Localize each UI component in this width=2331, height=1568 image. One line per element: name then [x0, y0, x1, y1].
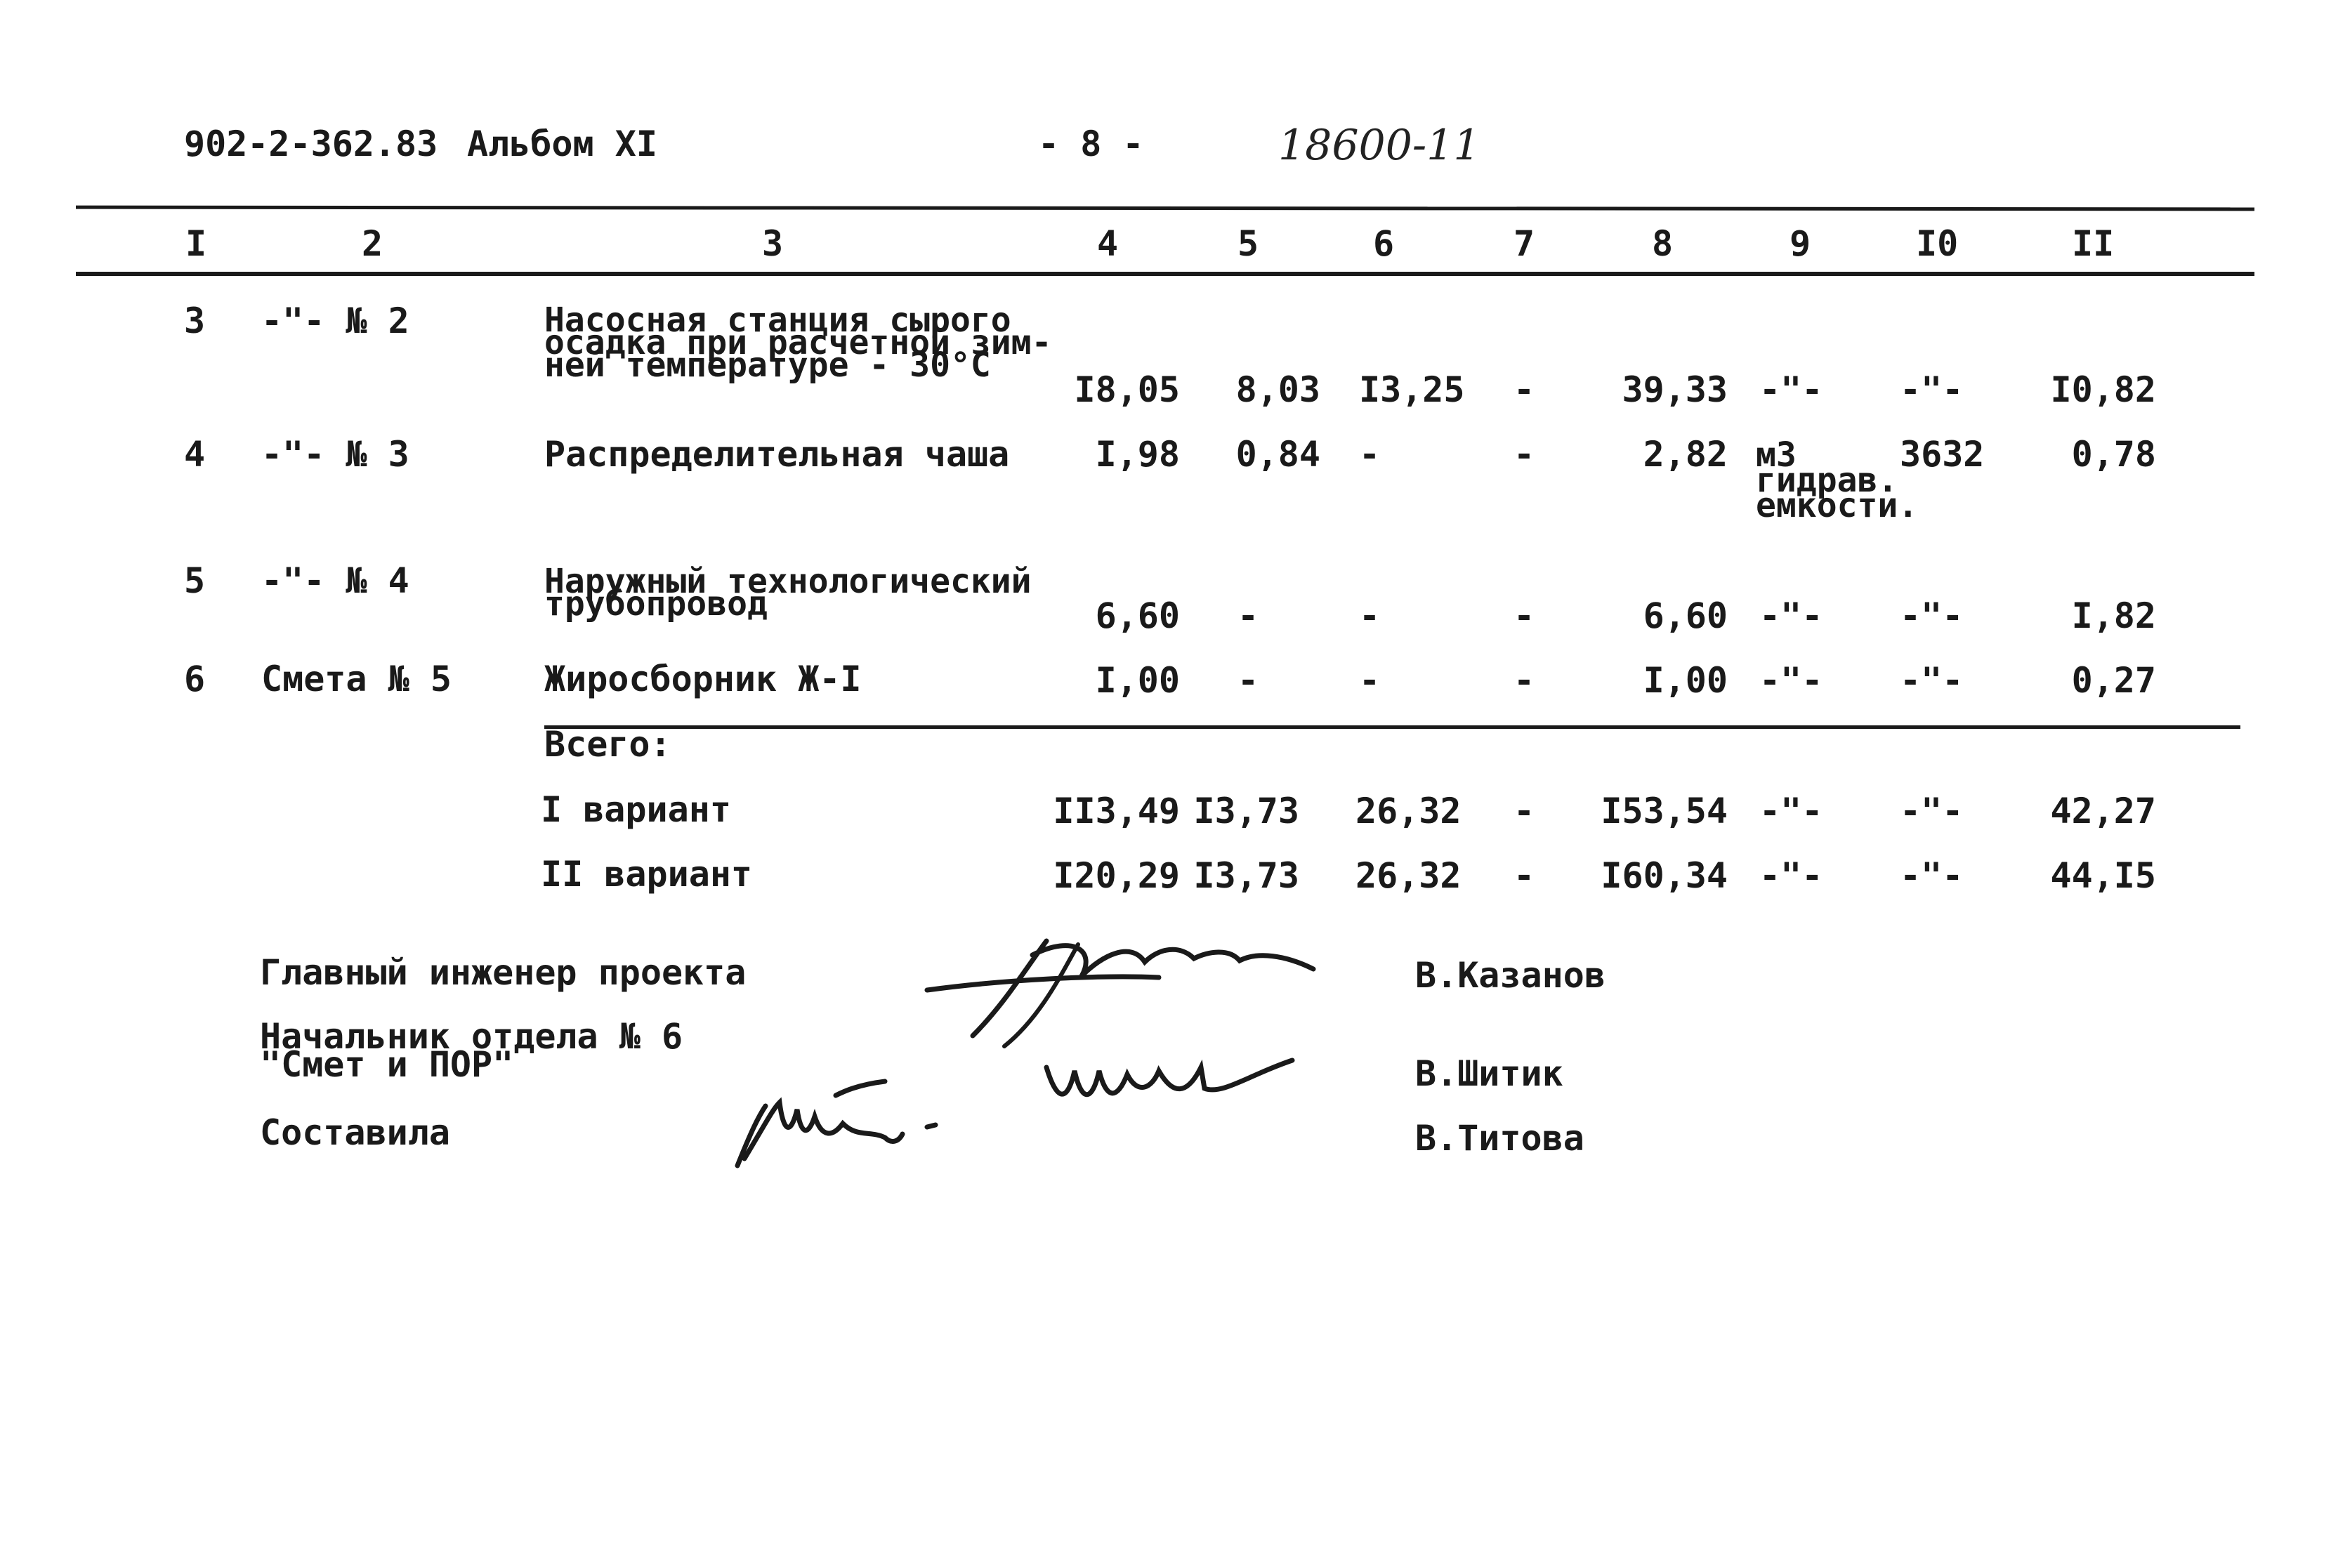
total-label: Всего: — [544, 724, 671, 765]
estimate-reference: Смета № 5 — [261, 659, 452, 699]
department-head-title: Начальник отдела № 6 "Смет и ПОР" — [260, 1016, 683, 1085]
document-code: 902-2-362.83 — [184, 124, 438, 164]
cell-col4: I20,29 — [1053, 855, 1180, 896]
cell-col7: - — [1513, 434, 1535, 475]
item-name: Жиросборник Ж-I — [544, 659, 862, 699]
cell-col4: 6,60 — [1095, 595, 1180, 636]
cell-col8: 6,60 — [1643, 595, 1728, 636]
cell-col11: 42,27 — [2050, 791, 2156, 831]
cell-col11: 44,I5 — [2050, 855, 2156, 896]
cell-col7: - — [1513, 791, 1535, 831]
cell-col5: 0,84 — [1235, 434, 1320, 475]
page-number: - 8 - — [1038, 124, 1144, 164]
album-label: Альбом XI — [467, 124, 657, 164]
estimate-reference: -"- № 2 — [261, 301, 409, 341]
cell-col6: - — [1359, 434, 1381, 475]
column-header: 7 — [1513, 223, 1535, 264]
totals-rule — [544, 725, 2240, 729]
cell-col9: -"- — [1759, 791, 1823, 831]
cell-col10: -"- — [1900, 595, 1964, 636]
cell-col11: I,82 — [2071, 595, 2156, 636]
compiled-by-title: Составила — [260, 1112, 450, 1153]
cell-col10: -"- — [1900, 855, 1964, 896]
cell-col5: 8,03 — [1235, 369, 1320, 410]
column-header: 9 — [1790, 223, 1811, 264]
column-header: 4 — [1097, 223, 1119, 264]
cell-col6: - — [1359, 660, 1381, 701]
column-header: 3 — [762, 223, 784, 264]
cell-col6: 26,32 — [1355, 791, 1462, 831]
column-header: 6 — [1373, 223, 1395, 264]
row-number: 6 — [184, 659, 206, 699]
item-name: Насосная станция сырого осадка при расчетной зим- ней температуре - 30°C — [544, 301, 1052, 385]
department-head-signature — [1039, 1046, 1306, 1116]
cell-col5: I3,73 — [1193, 791, 1299, 831]
row-number: 4 — [184, 434, 206, 475]
cell-col10: -"- — [1900, 660, 1964, 701]
compiled-by-signature — [716, 1067, 969, 1173]
cell-col8: I,00 — [1643, 660, 1728, 701]
column-header: I0 — [1916, 223, 1959, 264]
cell-col4: I8,05 — [1074, 369, 1180, 410]
cell-col11: 0,78 — [2071, 434, 2156, 475]
department-head-name: В.Шитик — [1415, 1053, 1563, 1094]
cell-col10: -"- — [1900, 791, 1964, 831]
cell-col4: II3,49 — [1053, 791, 1180, 831]
variant-label: I вариант — [541, 789, 731, 830]
cell-col4: I,00 — [1095, 660, 1180, 701]
cell-col6: I3,25 — [1359, 369, 1465, 410]
cell-col6: 26,32 — [1355, 855, 1462, 896]
cell-col10: 3632 — [1900, 434, 1985, 475]
chief-engineer-title: Главный инженер проекта — [260, 952, 747, 993]
cell-col11: 0,27 — [2071, 660, 2156, 701]
header-bottom-rule — [76, 272, 2254, 276]
cell-col9: -"- — [1759, 369, 1823, 410]
cell-col7: - — [1513, 595, 1535, 636]
table-top-rule — [76, 206, 2254, 211]
cell-col11: I0,82 — [2050, 369, 2156, 410]
cell-col8: I60,34 — [1601, 855, 1728, 896]
cell-col7: - — [1513, 369, 1535, 410]
cell-col9: -"- — [1759, 660, 1823, 701]
cell-col6: - — [1359, 595, 1381, 636]
column-header: II — [2072, 223, 2115, 264]
cell-col10: -"- — [1900, 369, 1964, 410]
column-header: 5 — [1237, 223, 1259, 264]
compiled-by-name: В.Титова — [1415, 1118, 1584, 1159]
column-header: 2 — [362, 223, 383, 264]
cell-col8: I53,54 — [1601, 791, 1728, 831]
cell-col9: м3 гидрав. емкости. — [1756, 435, 1919, 525]
cell-col4: I,98 — [1095, 434, 1180, 475]
chief-engineer-name: В.Казанов — [1415, 955, 1606, 996]
cell-col7: - — [1513, 660, 1535, 701]
row-number: 5 — [184, 560, 206, 601]
column-header: I — [185, 223, 207, 264]
estimate-reference: -"- № 3 — [261, 434, 409, 475]
row-number: 3 — [184, 301, 206, 341]
cell-col8: 39,33 — [1622, 369, 1728, 410]
cell-col9: -"- — [1759, 595, 1823, 636]
cell-col5: - — [1237, 595, 1259, 636]
item-name: Наружный технологический трубопровод — [544, 562, 1032, 624]
cell-col5: - — [1237, 660, 1259, 701]
column-header: 8 — [1652, 223, 1674, 264]
chief-engineer-signature — [920, 913, 1334, 1053]
cell-col7: - — [1513, 855, 1535, 896]
handwritten-number: 18600-11 — [1278, 121, 1480, 170]
estimate-reference: -"- № 4 — [261, 560, 409, 601]
cell-col9: -"- — [1759, 855, 1823, 896]
cell-col8: 2,82 — [1643, 434, 1728, 475]
variant-label: II вариант — [541, 854, 753, 895]
item-name: Распределительная чаша — [544, 434, 1010, 475]
cell-col5: I3,73 — [1193, 855, 1299, 896]
